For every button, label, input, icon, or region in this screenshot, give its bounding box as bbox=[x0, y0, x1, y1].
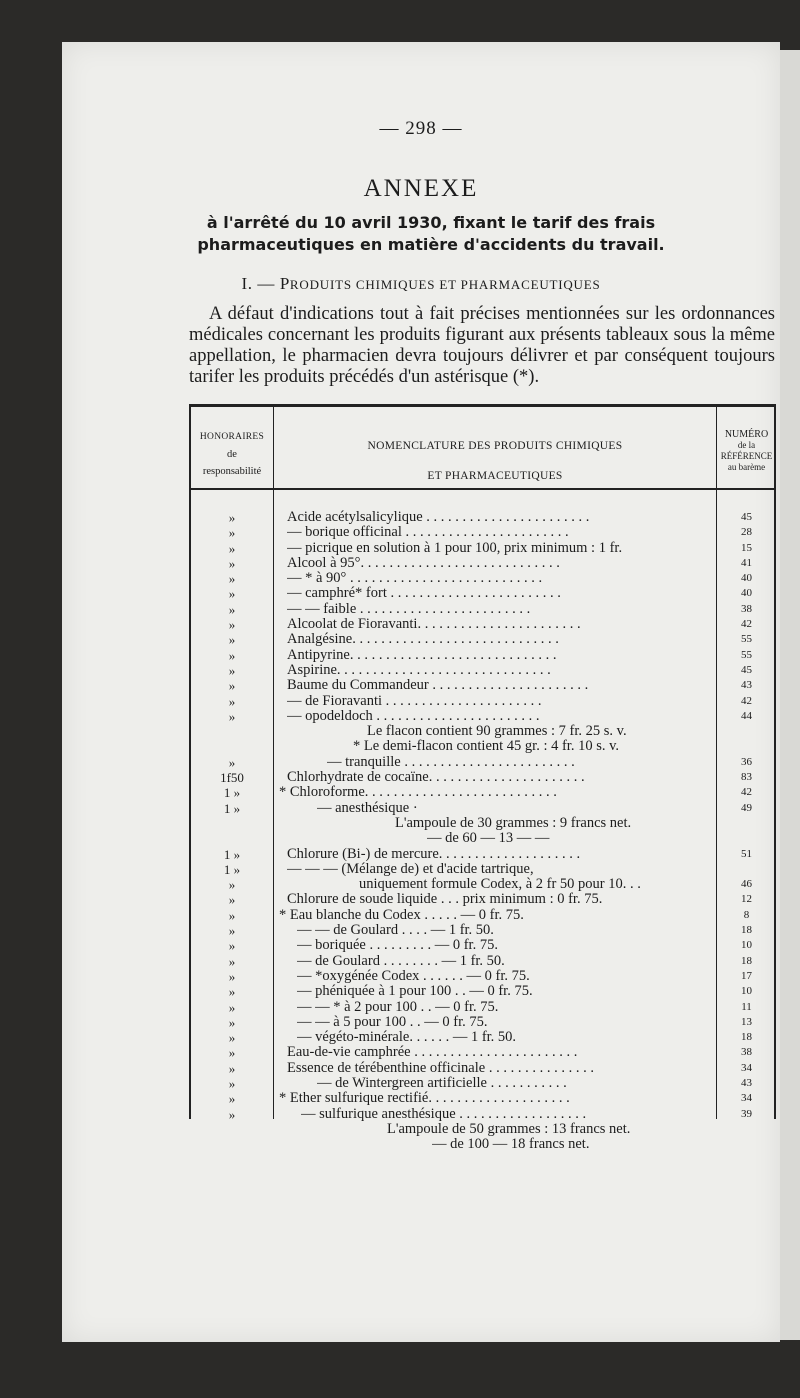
honoraires-cell: » bbox=[228, 540, 236, 556]
table-row bbox=[191, 755, 774, 770]
honoraires-cell: » bbox=[228, 877, 236, 893]
honoraires-cell: 1 » bbox=[223, 800, 241, 816]
table-row bbox=[191, 877, 774, 892]
table-row bbox=[191, 694, 774, 709]
reference-cell: 40 bbox=[741, 572, 752, 585]
table-row bbox=[191, 908, 774, 923]
nomenclature-cell: — — à 5 pour 100 . . — 0 fr. 75. bbox=[297, 1014, 488, 1030]
header-responsabilite-label: responsabilité bbox=[202, 466, 262, 477]
nomenclature-cell: Analgésine. . . . . . . . . . . . . . . . . . . . . . . . . . . . . bbox=[287, 632, 559, 648]
table-row bbox=[191, 923, 774, 938]
honoraires-cell: » bbox=[228, 678, 236, 694]
subtitle-line-2: pharmaceutiques en matière d'accidents du travail. bbox=[197, 235, 665, 254]
table-row bbox=[191, 1030, 774, 1045]
honoraires-cell: » bbox=[228, 510, 236, 525]
table-row bbox=[191, 954, 774, 969]
table-row bbox=[191, 525, 774, 540]
header-nomenclature-line-2: ET PHARMACEUTIQUES bbox=[427, 470, 563, 482]
reference-cell: 18 bbox=[741, 1031, 752, 1044]
honoraires-cell: » bbox=[228, 617, 236, 633]
nomenclature-cell: — borique officinal . . . . . . . . . . . . . . . . . . . . . . . bbox=[287, 525, 569, 541]
table-row bbox=[191, 831, 774, 846]
nomenclature-cell: — * à 90° . . . . . . . . . . . . . . . . . . . . . . . . . . . bbox=[287, 571, 543, 587]
table-row bbox=[191, 1091, 774, 1106]
honoraires-cell: » bbox=[228, 1106, 236, 1122]
section-title: RODUITS CHIMIQUES ET PHARMACEUTIQUES bbox=[289, 277, 601, 292]
honoraires-cell: » bbox=[228, 984, 236, 1000]
table-body bbox=[191, 510, 774, 1152]
table-row bbox=[191, 586, 774, 601]
table-row bbox=[191, 770, 774, 785]
page-number: — 298 — bbox=[379, 118, 463, 139]
nomenclature-cell: uniquement formule Codex, à 2 fr 50 pour 10. . . bbox=[359, 877, 641, 893]
nomenclature-cell: L'ampoule de 50 grammes : 13 francs net. bbox=[387, 1121, 631, 1137]
nomenclature-cell: * Chloroforme. . . . . . . . . . . . . . . . . . . . . . . . . . . bbox=[279, 785, 557, 801]
reference-cell: 43 bbox=[741, 679, 752, 692]
reference-cell: 40 bbox=[741, 587, 752, 600]
nomenclature-cell: Alcoolat de Fioravanti. . . . . . . . . . . . . . . . . . . . . . . bbox=[287, 617, 581, 633]
honoraires-cell: » bbox=[228, 1030, 236, 1046]
honoraires-cell: » bbox=[228, 525, 236, 541]
table-row bbox=[191, 541, 774, 556]
header-nomenclature bbox=[275, 431, 715, 491]
reference-cell: 10 bbox=[741, 985, 752, 998]
honoraires-cell: » bbox=[228, 1045, 236, 1061]
reference-cell: 49 bbox=[741, 801, 752, 814]
reference-cell: 55 bbox=[741, 633, 752, 646]
reference-cell: 12 bbox=[741, 893, 752, 906]
nomenclature-cell: Chlorure de soude liquide . . . prix minimum : 0 fr. 75. bbox=[287, 892, 603, 908]
table-row bbox=[191, 1107, 774, 1122]
table-row bbox=[191, 847, 774, 862]
table-row bbox=[191, 1061, 774, 1076]
nomenclature-cell: — camphré* fort . . . . . . . . . . . . . . . . . . . . . . . . bbox=[287, 586, 561, 602]
nomenclature-cell: Essence de térébenthine officinale . . . . . . . . . . . . . . . bbox=[287, 1060, 594, 1076]
header-numero-label: NUMÉRO bbox=[724, 429, 769, 440]
nomenclature-cell: — de Wintergreen artificielle . . . . . . . . . . . bbox=[317, 1075, 567, 1091]
nomenclature-cell: — — de Goulard . . . . — 1 fr. 50. bbox=[297, 923, 494, 939]
reference-cell: 45 bbox=[741, 663, 752, 676]
table-row bbox=[191, 709, 774, 724]
nomenclature-cell: — de Goulard . . . . . . . . — 1 fr. 50. bbox=[297, 953, 505, 969]
page-edge bbox=[780, 50, 800, 1340]
section-heading bbox=[62, 274, 780, 294]
reference-cell: 42 bbox=[741, 618, 752, 631]
honoraires-cell: » bbox=[228, 892, 236, 908]
reference-cell: 51 bbox=[741, 847, 752, 860]
annexe-title: ANNEXE bbox=[363, 175, 479, 202]
table-row bbox=[191, 556, 774, 571]
reference-cell: 38 bbox=[741, 602, 752, 615]
honoraires-cell: » bbox=[228, 632, 236, 648]
table-row bbox=[191, 1122, 774, 1137]
nomenclature-cell: — picrique en solution à 1 pour 100, prix minimum : 1 fr. bbox=[287, 540, 623, 556]
table-row bbox=[191, 678, 774, 693]
honoraires-cell: 1f50 bbox=[220, 770, 244, 786]
nomenclature-cell: — — faible . . . . . . . . . . . . . . . . . . . . . . . . bbox=[287, 601, 531, 617]
nomenclature-cell: — opodeldoch . . . . . . . . . . . . . . . . . . . . . . . bbox=[287, 708, 540, 724]
nomenclature-cell: Eau-de-vie camphrée . . . . . . . . . . . . . . . . . . . . . . . bbox=[287, 1045, 578, 1061]
honoraires-cell: » bbox=[228, 1075, 236, 1091]
reference-cell: 42 bbox=[741, 694, 752, 707]
table-row bbox=[191, 1045, 774, 1060]
nomenclature-cell: — tranquille . . . . . . . . . . . . . . . . . . . . . . . . bbox=[327, 754, 575, 770]
table-row bbox=[191, 602, 774, 617]
honoraires-cell: 1 » bbox=[223, 861, 241, 877]
honoraires-cell: » bbox=[228, 1060, 236, 1076]
reference-cell: 83 bbox=[741, 771, 752, 784]
honoraires-cell: » bbox=[228, 662, 236, 678]
honoraires-cell: » bbox=[228, 586, 236, 602]
table-row bbox=[191, 1000, 774, 1015]
honoraires-cell: » bbox=[228, 571, 236, 587]
header-honoraires-label: HONORAIRES bbox=[199, 432, 265, 442]
honoraires-cell: » bbox=[228, 647, 236, 663]
table-row bbox=[191, 571, 774, 586]
reference-cell: 17 bbox=[741, 969, 752, 982]
header-de-label: de bbox=[227, 449, 237, 460]
reference-cell: 36 bbox=[741, 755, 752, 768]
reference-cell: 34 bbox=[741, 1061, 752, 1074]
honoraires-cell: 1 » bbox=[223, 846, 241, 862]
honoraires-cell: » bbox=[228, 953, 236, 969]
honoraires-cell: » bbox=[228, 754, 236, 770]
subtitle-line-1: à l'arrêté du 10 avril 1930, fixant le tarif des frais bbox=[206, 213, 656, 232]
table-row bbox=[191, 739, 774, 754]
nomenclature-cell: Acide acétylsalicylique . . . . . . . . . . . . . . . . . . . . . . . bbox=[287, 510, 590, 525]
reference-cell: 18 bbox=[741, 954, 752, 967]
nomenclature-cell: L'ampoule de 30 grammes : 9 francs net. bbox=[395, 815, 632, 831]
reference-cell: 10 bbox=[741, 939, 752, 952]
header-bareme-label: au barème bbox=[727, 462, 766, 472]
table-row bbox=[191, 663, 774, 678]
reference-cell: 34 bbox=[741, 1092, 752, 1105]
nomenclature-cell: Le flacon contient 90 grammes : 7 fr. 25 s. v. bbox=[367, 724, 627, 740]
nomenclature-cell: — — * à 2 pour 100 . . — 0 fr. 75. bbox=[297, 999, 499, 1015]
honoraires-cell: » bbox=[228, 555, 236, 571]
table-row bbox=[191, 984, 774, 999]
nomenclature-cell: — végéto-minérale. . . . . . — 1 fr. 50. bbox=[297, 1030, 517, 1046]
header-nomenclature-line-1: NOMENCLATURE DES PRODUITS CHIMIQUES bbox=[367, 440, 623, 452]
nomenclature-cell: — de 100 — 18 francs net. bbox=[432, 1137, 590, 1153]
honoraires-cell: » bbox=[228, 999, 236, 1015]
nomenclature-cell: — de Fioravanti . . . . . . . . . . . . . . . . . . . . . . bbox=[287, 693, 542, 709]
reference-cell: 38 bbox=[741, 1046, 752, 1059]
table-row bbox=[191, 862, 774, 877]
table-row bbox=[191, 1076, 774, 1091]
honoraires-cell: » bbox=[228, 1014, 236, 1030]
table-row bbox=[191, 892, 774, 907]
document-page bbox=[62, 42, 780, 1342]
header-honoraires bbox=[191, 429, 273, 480]
table-row bbox=[191, 724, 774, 739]
reference-cell: 46 bbox=[741, 878, 752, 891]
nomenclature-cell: — phéniquée à 1 pour 100 . . — 0 fr. 75. bbox=[297, 984, 533, 1000]
nomenclature-cell: — — — (Mélange de) et d'acide tartrique, bbox=[287, 861, 534, 877]
honoraires-cell: » bbox=[228, 923, 236, 939]
header-reference-label: RÉFÉRENCE bbox=[720, 451, 773, 461]
honoraires-cell: » bbox=[228, 601, 236, 617]
nomenclature-cell: Alcool à 95°. . . . . . . . . . . . . . . . . . . . . . . . . . . . bbox=[287, 555, 560, 571]
reference-cell: 8 bbox=[743, 908, 750, 921]
decree-subtitle bbox=[92, 212, 770, 256]
reference-cell: 13 bbox=[741, 1015, 752, 1028]
nomenclature-cell: — sulfurique anesthésique . . . . . . . . . . . . . . . . . . bbox=[301, 1106, 587, 1122]
nomenclature-cell: Chlorhydrate de cocaïne. . . . . . . . . . . . . . . . . . . . . . bbox=[287, 770, 585, 786]
table-row bbox=[191, 617, 774, 632]
table-row bbox=[191, 648, 774, 663]
reference-cell: 28 bbox=[741, 526, 752, 539]
nomenclature-cell: Baume du Commandeur . . . . . . . . . . . . . . . . . . . . . . bbox=[287, 678, 589, 694]
honoraires-cell: » bbox=[228, 907, 236, 923]
header-reference bbox=[719, 429, 774, 473]
table-row bbox=[191, 510, 774, 525]
honoraires-cell: 1 » bbox=[223, 785, 241, 801]
intro-paragraph: A défaut d'indications tout à fait précises mentionnées sur les ordonnances médicales concernant les produits figurant aux présents tableaux sous la même appellation, le pharmacien devra toujours délivrer et par conséquent toujours tarifer les produits précédés d'un astérisque (*). bbox=[189, 304, 775, 387]
nomenclature-cell: Antipyrine. . . . . . . . . . . . . . . . . . . . . . . . . . . . . bbox=[287, 647, 557, 663]
nomenclature-cell: — boriquée . . . . . . . . . — 0 fr. 75. bbox=[297, 938, 498, 954]
nomenclature-cell: Aspirine. . . . . . . . . . . . . . . . . . . . . . . . . . . . . . bbox=[287, 662, 551, 678]
honoraires-cell: » bbox=[228, 938, 236, 954]
nomenclature-cell: * Eau blanche du Codex . . . . . — 0 fr. 75. bbox=[279, 907, 524, 923]
reference-cell: 45 bbox=[741, 511, 752, 523]
nomenclature-cell: * Ether sulfurique rectifié. . . . . . . . . . . . . . . . . . . . bbox=[279, 1091, 570, 1107]
nomenclature-cell: — *oxygénée Codex . . . . . . — 0 fr. 75. bbox=[297, 968, 530, 984]
nomenclature-cell: — de 60 — 13 — — bbox=[427, 831, 550, 847]
honoraires-cell: » bbox=[228, 968, 236, 984]
reference-cell: 55 bbox=[741, 648, 752, 661]
table-row bbox=[191, 969, 774, 984]
reference-cell: 39 bbox=[741, 1107, 752, 1120]
section-numeral: I. — P bbox=[241, 274, 290, 293]
reference-cell: 44 bbox=[741, 709, 752, 722]
table-row bbox=[191, 1015, 774, 1030]
reference-cell: 42 bbox=[741, 786, 752, 799]
nomenclature-cell: Chlorure (Bi-) de mercure. . . . . . . . . . . . . . . . . . . . bbox=[287, 846, 581, 862]
reference-cell: 41 bbox=[741, 556, 752, 569]
reference-cell: 43 bbox=[741, 1076, 752, 1089]
honoraires-cell: » bbox=[228, 693, 236, 709]
table-row bbox=[191, 632, 774, 647]
nomenclature-cell: — anesthésique · bbox=[317, 800, 418, 816]
table-row bbox=[191, 816, 774, 831]
reference-cell: 11 bbox=[741, 1000, 752, 1013]
reference-cell: 18 bbox=[741, 924, 752, 937]
reference-cell: 15 bbox=[741, 541, 752, 554]
tariff-table bbox=[189, 404, 776, 1153]
table-row bbox=[191, 785, 774, 800]
honoraires-cell: » bbox=[228, 1091, 236, 1107]
nomenclature-cell: * Le demi-flacon contient 45 gr. : 4 fr. 10 s. v. bbox=[353, 739, 620, 755]
table-row bbox=[191, 1137, 774, 1152]
table-row bbox=[191, 938, 774, 953]
table-row bbox=[191, 801, 774, 816]
honoraires-cell: » bbox=[228, 708, 236, 724]
header-de-la-label: de la bbox=[737, 440, 756, 450]
